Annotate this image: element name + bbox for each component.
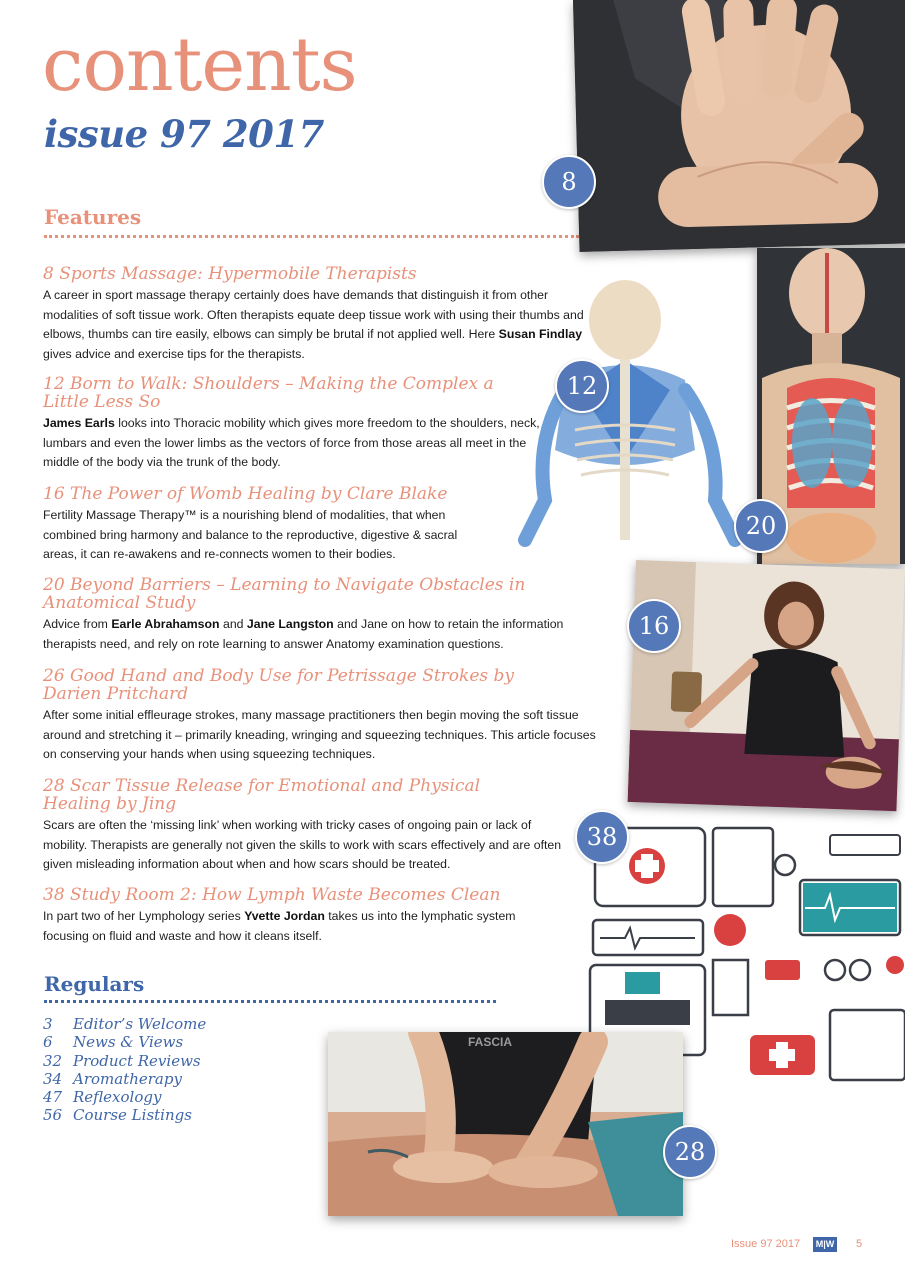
page-title: contents <box>42 22 357 108</box>
article-title[interactable]: 38 Study Room 2: How Lymph Waste Becomes Clean <box>43 885 501 905</box>
features-heading: Features <box>44 205 142 229</box>
footer-issue: Issue 97 2017 <box>731 1238 801 1250</box>
page-badge: 16 <box>627 599 681 653</box>
article-title[interactable]: 16 The Power of Womb Healing by Clare Blake <box>43 484 448 504</box>
article-title[interactable]: 20 Beyond Barriers – Learning to Navigate Obstacles in Anatomical Study <box>43 575 526 613</box>
article-title[interactable]: 28 Scar Tissue Release for Emotional and Physical Healing by Jing <box>43 776 481 814</box>
womb-healing-photo <box>628 560 905 811</box>
regular-item[interactable]: 34 Aromatherapy <box>43 1069 182 1088</box>
article-title[interactable]: 12 Born to Walk: Shoulders – Making the Complex a Little Less So <box>43 374 494 412</box>
author-name: Earle Abrahamson <box>111 617 220 631</box>
author-name: Jane Langston <box>246 617 334 631</box>
page-badge: 20 <box>734 499 788 553</box>
article-28[interactable] <box>43 777 563 875</box>
article-16[interactable] <box>43 485 488 565</box>
page-badge: 8 <box>542 155 596 209</box>
article-title[interactable]: 26 Good Hand and Body Use for Petrissage Strokes by Darien Pritchard <box>43 666 515 704</box>
regular-item[interactable]: 56 Course Listings <box>43 1106 192 1125</box>
regular-item[interactable]: 32 Product Reviews <box>43 1051 201 1070</box>
regular-item[interactable]: 6 News & Views <box>43 1033 184 1052</box>
regular-item[interactable]: 3 Editor’s Welcome <box>43 1015 207 1033</box>
hands-photo <box>573 0 905 252</box>
article-26[interactable] <box>43 667 611 765</box>
regulars-divider <box>44 1000 496 1003</box>
article-20[interactable] <box>43 576 598 654</box>
article-body: James Earls looks into Thoracic mobility which gives more freedom to the shoulders, neck, lumbars and even the lower limbs as the vectors of force from those areas all meet in the middle of the body via the trunk of the body. <box>43 416 540 469</box>
article-body: Advice from Earle Abrahamson and Jane Langston and Jane on how to retain the information therapists need, and rely on rote learning to answer Anatomy examination questions. <box>43 617 564 651</box>
page-badge: 38 <box>575 810 629 864</box>
back-muscles-illustration <box>505 280 765 560</box>
scar-release-photo <box>328 1032 683 1216</box>
article-body: A career in sport massage therapy certainly does have demands that distinguish it from other modalities of soft tissue work. Often therapists equate deep tissue work with using their thumbs and elbows, thumbs can tire easily, elbows can simply be brutal if not applied well. Here Susan Findlay gives advice and exercise tips for the therapists. <box>43 288 584 361</box>
page-badge: 28 <box>663 1125 717 1179</box>
author-name: Susan Findlay <box>498 327 583 341</box>
article-12[interactable] <box>43 375 558 473</box>
author-name: Yvette Jordan <box>244 909 325 923</box>
shirt-logo: FASCIA <box>468 1035 513 1049</box>
issue-subtitle: issue 97 2017 <box>44 112 324 156</box>
article-body: After some initial effleurage strokes, many massage practitioners then begin moving the soft tissue around and stretching it – primarily kneading, wringing and squeezing techniques. This article focuses on conserving your hands when using squeezing techniques. <box>43 708 596 761</box>
author-name: James Earls <box>43 416 115 430</box>
footer-page-number: 5 <box>856 1238 863 1250</box>
regulars-heading: Regulars <box>44 972 145 996</box>
regulars-list <box>43 1015 206 1125</box>
features-divider <box>44 235 579 238</box>
magazine-logo: M|W <box>813 1237 837 1252</box>
regular-item[interactable]: 47 Reflexology <box>43 1088 162 1107</box>
page-badge: 12 <box>555 359 609 413</box>
article-38[interactable] <box>43 886 563 946</box>
article-body: Fertility Massage Therapy™ is a nourishing blend of modalities, that when combined bring harmony and balance to the reproductive, digestive & sacral areas, it can re-awakens and re-connects women to their bodies. <box>43 508 458 561</box>
article-body: In part two of her Lymphology series Yvette Jordan takes us into the lymphatic system focusing on fluid and waste and how it cleans itself. <box>43 909 516 943</box>
article-title[interactable]: 8 Sports Massage: Hypermobile Therapists <box>43 264 417 284</box>
article-body: Scars are often the ‘missing link’ when working with tricky cases of ongoing pain or lack of mobility. Therapists are generally not given the skills to work with scars effectively and are often given misleading information about when and how scars should be treated. <box>43 818 562 871</box>
